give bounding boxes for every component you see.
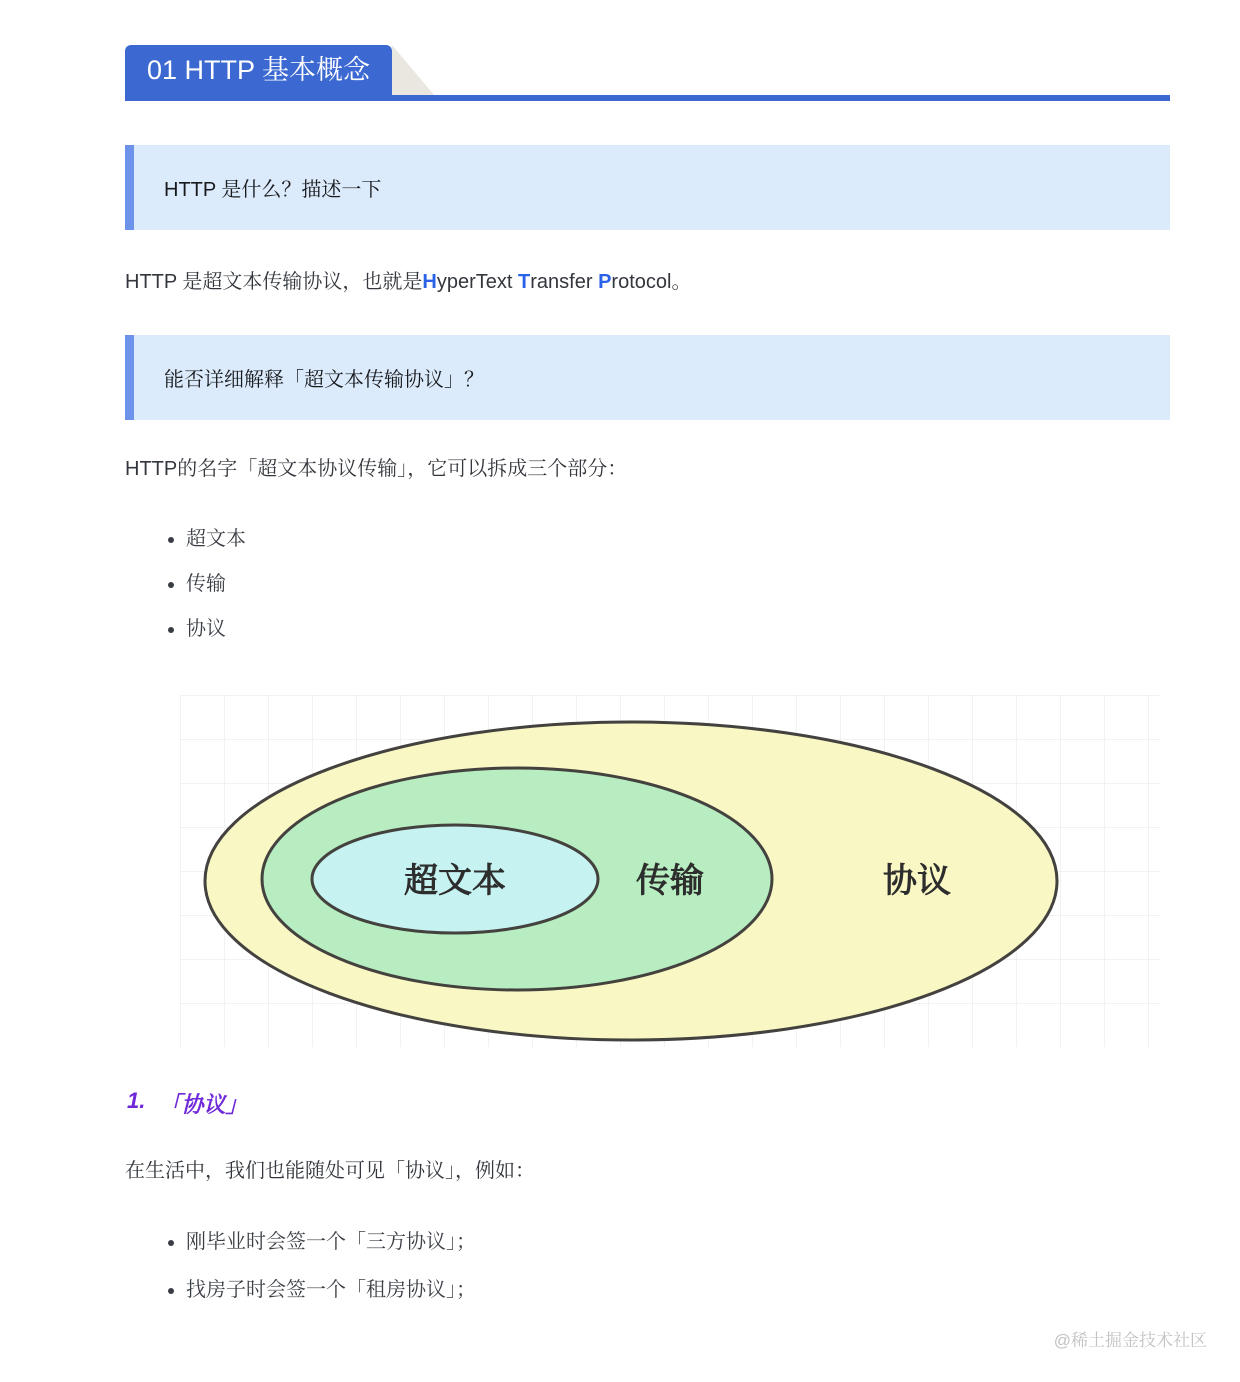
list-item: • 传输 <box>186 570 246 599</box>
section-header <box>125 45 434 95</box>
list-item: • 超文本 <box>186 525 246 554</box>
section-underline <box>125 95 1170 101</box>
life-paragraph: 在生活中，我们也能随处可见「协议」，例如： <box>125 1160 535 1182</box>
split-paragraph: HTTP的名字「超文本协议传输」，它可以拆成三个部分： <box>125 458 628 480</box>
parts-list <box>152 525 246 660</box>
watermark: @稀土掘金技术社区 <box>1053 1331 1207 1350</box>
sub-heading-text: 「协议」 <box>159 1092 248 1117</box>
venn-diagram <box>180 695 1160 1047</box>
question-callout-1 <box>125 145 1170 230</box>
list-item: • 找房子时会签一个「租房协议」； <box>186 1276 476 1305</box>
list-item: • 协议 <box>186 615 246 644</box>
list-item: • 刚毕业时会签一个「三方协议」； <box>186 1228 476 1257</box>
word-rest-transfer: ransfer <box>530 271 599 293</box>
question-text: 能否详细解释「超文本传输协议」？ <box>164 369 484 391</box>
initial-h: H <box>422 271 437 293</box>
intro-suffix: 。 <box>671 271 692 293</box>
examples-list <box>152 1228 476 1324</box>
question-text: HTTP 是什么？描述一下 <box>164 179 382 201</box>
sub-heading-number: 1. <box>127 1088 146 1113</box>
word-rest-hypertext: yperText <box>436 271 519 293</box>
sub-heading-protocol <box>127 1088 247 1119</box>
intro-paragraph <box>125 268 691 297</box>
label-transfer: 传输 <box>636 862 704 900</box>
initial-p: P <box>598 271 612 293</box>
section-badge: 01 HTTP 基本概念 <box>125 45 392 95</box>
intro-prefix: HTTP 是超文本传输协议，也就是 <box>125 271 423 293</box>
label-protocol: 协议 <box>883 862 951 900</box>
question-callout-2 <box>125 335 1170 420</box>
label-hypertext: 超文本 <box>404 862 506 900</box>
word-rest-protocol: rotocol <box>611 271 672 293</box>
page-fold-decoration <box>392 45 434 95</box>
initial-t: T <box>518 271 531 293</box>
